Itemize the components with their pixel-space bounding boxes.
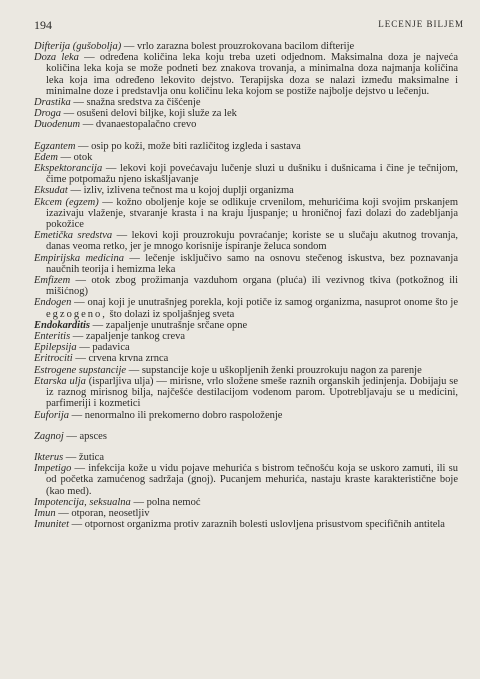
glossary-definition: infekcija kože u vidu pojave mehurića s bistrom tečnošću koja se uskoro zamuti, ili su od početka zamućenog sadržaja (gnoj). Pucanjem mehurića, nastaju kraste karakteristične boje (kao med). — [46, 463, 459, 497]
glossary-definition: određena količina leka koju treba uzeti odjednom. Maksimalna doza je najveća količina leka koja se može podneti bez znakova trovanja, a minimalna doza najmanja količina leka koja ima određeno lekovito dejstvo. Terapijska doza se nalazi između maksimalne i minimalne doze i predstavlja onu količinu leka kojom se postiže najbolje dejstvo u lečenju. — [46, 52, 458, 97]
glossary-term: Estrogene supstancije — [34, 364, 127, 376]
glossary-entry: Eritrociti — crvena krvna zrnca — [34, 353, 169, 365]
glossary-term: Emfizem — [34, 275, 71, 287]
glossary-entry: Ekcem (egzem) — kožno oboljenje koje se odlikuje crvenilom, mehurićima koji svojim prskanjem izazivaju vlaženje, stvaranje krasta i na kraju ljuspanje; u hroničnoj fazi dolazi do zadebljanja pokožice — [34, 196, 459, 231]
spaced-emphasis: egzogeno, — [46, 308, 107, 320]
glossary-entry: Empirijska medicina — lečenje isključivo samo na osnovu stečenog iskustva, bez poznavanja naučnih teorija i hemizma leka — [34, 252, 458, 275]
glossary-term: Drastika — [34, 97, 71, 109]
glossary-definition: osip po koži, može biti različitog izgleda i sastava — [91, 140, 301, 152]
glossary-entry: Egzantem — osip po koži, može biti različitog izgleda i sastava — [34, 140, 301, 152]
glossary-definition: (isparljiva ulja) — mirisne, vrlo složene smeše raznih organskih jedinjenja. Dobijaju se iz raznog mirisnog bilja, najčešće destilacijom vodenom parom. Upotrebljavaju se u medicini, parfimeriji i kozmetici — [46, 375, 458, 410]
glossary-entry: Endogen — onaj koji je unutrašnjeg porekla, koji potiče iz samog organizma, nasuprot onome što je egzogeno, što dolazi iz spoljašnjeg sveta — [34, 297, 459, 320]
glossary-term: Droga — [34, 108, 62, 120]
page-header — [34, 18, 464, 34]
glossary-entry: Edem — otok — [34, 151, 93, 163]
glossary-entry: Ikterus — žutica — [34, 451, 104, 463]
glossary-term: Edem — [34, 151, 58, 163]
glossary-entry: Epilepsija — padavica — [34, 342, 130, 354]
section-gap — [34, 421, 458, 431]
glossary-definition: polna nemoć — [146, 496, 201, 508]
glossary-entry: Zagnoj — apsces — [34, 430, 107, 442]
glossary-term: Endogen — [34, 297, 72, 309]
glossary-definition: apsces — [79, 430, 107, 442]
glossary-entry: Imun — otporan, neosetljiv — [34, 507, 150, 519]
section-gap — [34, 131, 458, 141]
glossary-term: Euforija — [34, 409, 70, 421]
glossary-definition: lekovi koji povećavaju lučenje sluzi u dušniku i dušnicama i čine je tečnijom, čime potpomažu njeno iskašljavanje — [46, 163, 458, 186]
glossary-entry: Ekspektorancija — lekovi koji povećavaju lučenje sluzi u dušniku i dušnicama i čine je tečnijom, čime potpomažu njeno iskašljavanje — [34, 163, 458, 186]
glossary-term: Eritrociti — [34, 353, 73, 365]
glossary-entry: Estrogene supstancije — supstancije koje u uškopljenih ženki prouzrokuju nagon za parenje — [34, 364, 422, 376]
glossary-definition: dvanaestopalačno crevo — [95, 119, 197, 131]
glossary-entry: Imunitet — otpornost organizma protiv zaraznih bolesti uslovljena prisustvom specifičnih antitela — [34, 519, 445, 531]
glossary-term: Difterija (gušobolja) — [34, 41, 122, 52]
section-gap — [34, 442, 458, 452]
glossary-term: Etarska ulja — [34, 375, 86, 387]
glossary-definition: što dolazi iz spoljašnjeg sveta — [109, 308, 235, 320]
running-title: LECENJE BILJEM — [378, 19, 464, 29]
glossary-definition: osušeni delovi biljke, koji služe za lek — [76, 108, 237, 120]
glossary-definition: otpornost organizma protiv zaraznih bolesti uslovljena prisustvom specifičnih antitela — [84, 519, 445, 531]
glossary-term: Egzantem — [34, 140, 76, 152]
glossary-entry: Emetička sredstva — lekovi koji prouzrokuju povraćanje; koriste se u slučaju akutnog trovanja, danas veoma retko, jer je mnogo korisnije ispiranje želuca sondom — [34, 230, 459, 253]
glossary-term: Epilepsija — [34, 342, 77, 354]
glossary-entry: Impotencija, seksualna — polna nemoć — [34, 496, 201, 508]
glossary-definition: lekovi koji prouzrokuju povraćanje; koriste se u slučaju akutnog trovanja, danas veoma retko, jer je mnogo korisnije ispiranje želuca sondom — [46, 230, 459, 253]
glossary-entry: Enteritis — zapaljenje tankog creva — [34, 331, 186, 343]
glossary-term: Imunitet — [34, 519, 69, 531]
glossary-entry: Duodenum — dvanaestopalačno crevo — [34, 119, 197, 131]
glossary-term: Duodenum — [34, 119, 81, 131]
glossary-entry: Impetigo — infekcija kože u vidu pojave mehurića s bistrom tečnošću koja se uskoro zamuti, ili su od početka zamućenog sadržaja (gnoj). Pucanjem mehurića, nastaju kraste karakteristične boje (kao med). — [34, 463, 459, 497]
glossary-term: Empirijska medicina — [34, 252, 124, 264]
glossary-entry: Eksudat — izliv, izlivena tečnost ma u kojoj duplji organizma — [34, 185, 294, 197]
glossary-entry: Endokarditis — zapaljenje unutrašnje srčane opne — [34, 319, 248, 331]
glossary-term: Zagnoj — [34, 430, 64, 442]
glossary-definition: otok zbog prožimanja vazduhom organa (pluća) ili vezivnog tkiva (potkožnog ili mišićnog) — [46, 275, 459, 298]
glossary-term: Endokarditis — [34, 319, 91, 331]
glossary-definition: supstancije koje u uškopljenih ženki prouzrokuju nagon za parenje — [141, 364, 422, 376]
glossary-definition: zapaljenje unutrašnje srčane opne — [105, 319, 248, 331]
glossary-entry — [34, 376, 458, 410]
glossary-term: Ekspektorancija — [34, 163, 103, 175]
glossary-definition: nenormalno ili prekomerno dobro raspoloženje — [84, 409, 283, 421]
glossary-definition: vrlo zarazna bolest prouzrokovana bacilom difterije — [136, 41, 355, 52]
glossary-entry: Difterija (gušobolja) — vrlo zarazna bolest prouzrokovana bacilom difterije — [34, 41, 355, 52]
glossary-definition: crvena krvna zrnca — [88, 353, 169, 365]
glossary-term: Emetička sredstva — [34, 230, 113, 242]
glossary-definition: izliv, izlivena tečnost ma u kojoj duplji organizma — [83, 185, 294, 197]
glossary-definition: kožno oboljenje koje se odlikuje crvenilom, mehurićima koji svojim prskanjem izazivaju vlaženje, stvaranje krasta i na kraju ljuspanje; u hroničnoj fazi dolazi do zadebljanja pokožice — [46, 196, 459, 231]
glossary-entry: Doza leka — određena količina leka koju treba uzeti odjednom. Maksimalna doza je najveća količina leka koja se može podneti bez znakova trovanja, a minimalna doza najmanja količina leka koja ima određeno lekovito dejstvo. Terapijska doza se nalazi između maksimalne i minimalne doze i predstavlja onu količinu leka kojom se postiže najbolje dejstvo u lečenju. — [34, 52, 458, 97]
glossary-body — [34, 41, 458, 530]
glossary-definition: snažna sredstva za čišćenje — [86, 97, 201, 109]
glossary-term: Ikterus — [34, 451, 64, 463]
glossary-definition: otok — [73, 151, 93, 163]
page-number: 194 — [34, 18, 52, 32]
glossary-term: Doza leka — [34, 52, 79, 64]
glossary-term: Ekcem (egzem) — [34, 196, 99, 208]
glossary-term: Impotencija, seksualna — [34, 496, 131, 508]
glossary-term: Imun — [34, 507, 56, 519]
glossary-term: Enteritis — [34, 331, 71, 343]
glossary-definition: žutica — [78, 451, 104, 463]
glossary-definition: onaj koji je unutrašnjeg porekla, koji potiče iz samog organizma, nasuprot onome što je — [87, 297, 459, 309]
glossary-term: Impetigo — [34, 463, 72, 475]
glossary-definition: padavica — [92, 342, 130, 354]
glossary-entry: Droga — osušeni delovi biljke, koji služe za lek — [34, 108, 237, 120]
glossary-definition: lečenje isključivo samo na osnovu stečenog iskustva, bez poznavanja naučnih teorija i hemizma leka — [46, 252, 458, 275]
glossary-entry: Drastika — snažna sredstva za čišćenje — [34, 97, 201, 109]
glossary-term: Eksudat — [34, 185, 68, 197]
glossary-definition: zapaljenje tankog creva — [85, 331, 186, 343]
glossary-entry: Euforija — nenormalno ili prekomerno dobro raspoloženje — [34, 409, 283, 421]
glossary-entry: Emfizem — otok zbog prožimanja vazduhom organa (pluća) ili vezivnog tkiva (potkožnog ili mišićnog) — [34, 275, 459, 298]
glossary-definition: otporan, neosetljiv — [71, 507, 150, 519]
